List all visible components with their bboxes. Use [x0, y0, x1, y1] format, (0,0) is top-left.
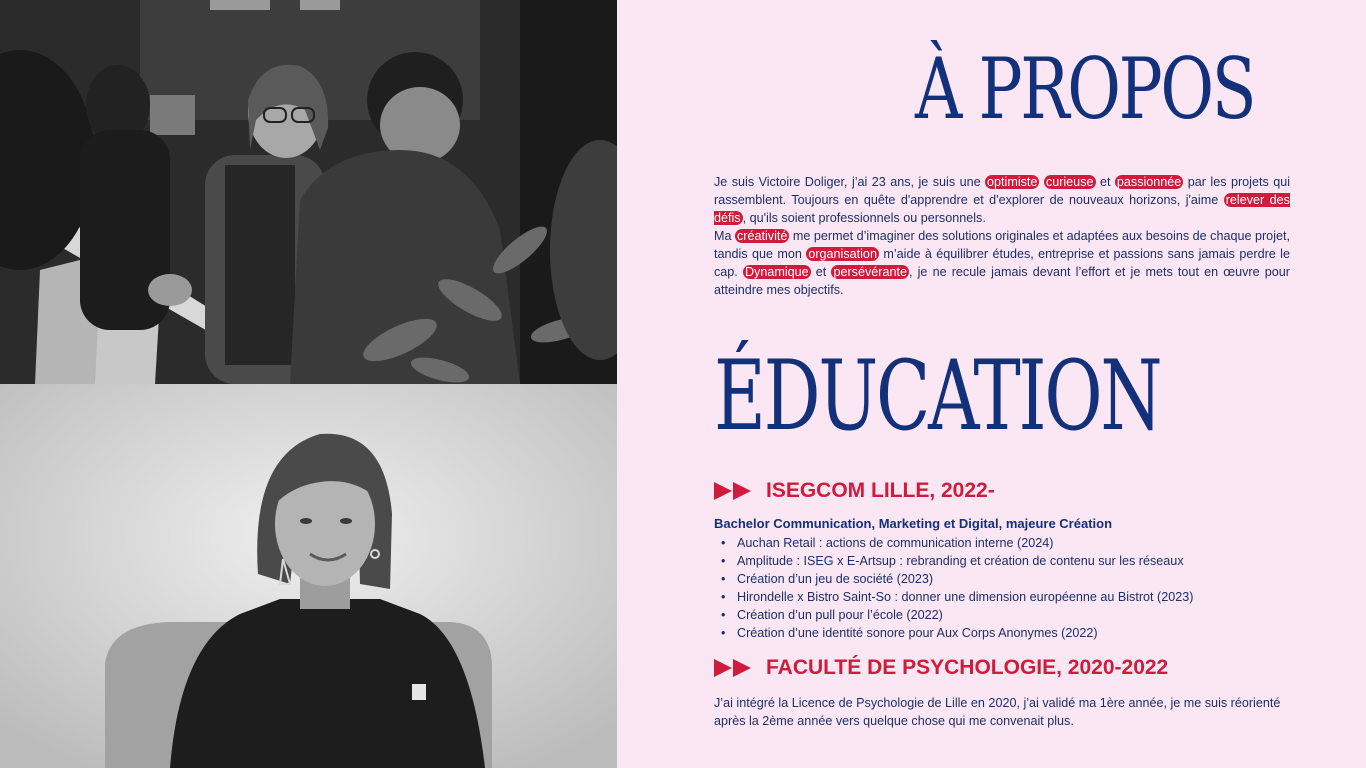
group-photo-illustration: [0, 0, 617, 384]
list-item: • Création d’une identité sonore pour Aux Corps Anonymes (2022): [714, 624, 1193, 642]
degree-title: Bachelor Communication, Marketing et Digital, majeure Création: [714, 516, 1113, 531]
photo-column: [0, 0, 617, 768]
list-item: • Création d’un jeu de société (2023): [714, 570, 1193, 588]
about-text-segment: et: [1095, 175, 1115, 189]
portrait-photo: [0, 384, 617, 768]
highlight-keyword: créativité: [737, 229, 788, 243]
fast-forward-arrows-icon: [714, 480, 754, 502]
about-text-segment: , qu'ils soient professionnels ou personnels.: [742, 211, 986, 225]
highlight-keyword: persévérante: [833, 265, 907, 279]
group-photo: [0, 0, 617, 384]
about-text-segment: Ma: [714, 229, 735, 243]
highlight-keyword: organisation: [808, 247, 877, 261]
about-text-segment: m’aide à équilibrer études, entreprise et passions sans jamais perdre le cap.: [714, 247, 1290, 279]
about-text-segment: Je suis Victoire Doliger, j’ai 23 ans, je suis une: [714, 175, 986, 189]
list-item: • Auchan Retail : actions de communication interne (2024): [714, 534, 1193, 552]
about-text-segment: et: [810, 265, 832, 279]
list-item: • Hirondelle x Bistro Saint-So : donner une dimension européenne au Bistrot (2023): [714, 588, 1193, 606]
about-paragraph-1: [714, 173, 1290, 227]
highlight-keyword: Dynamique: [744, 265, 809, 279]
school-name: FACULTÉ DE PSYCHOLOGIE, 2020-2022: [766, 656, 1169, 679]
school-heading-psychologie: [714, 656, 1168, 680]
education-title: ÉDUCATION: [714, 340, 1161, 452]
project-list: [714, 534, 1193, 642]
school-name: ISEGCOM LILLE, 2022-: [766, 479, 995, 502]
highlight-keyword: relever des défis: [714, 193, 1290, 225]
about-paragraph-2: [714, 227, 1290, 299]
highlight-keyword: passionnée: [1116, 175, 1182, 189]
highlight-keyword: curieuse: [1045, 175, 1094, 189]
highlight-keyword: optimiste: [987, 175, 1038, 189]
about-text-segment: me permet d’imaginer des solutions originales et adaptées aux besoins de chaque projet, tandis que mon: [714, 229, 1290, 261]
about-description: [714, 173, 1290, 299]
school-heading-isegcom: [714, 479, 995, 503]
about-text-segment: par les projets qui rassemblent. Toujours en quête d'apprendre et d'explorer de nouveaux horizons, j'aime: [714, 175, 1290, 207]
list-item: • Amplitude : ISEG x E-Artsup : rebranding et création de contenu sur les réseaux: [714, 552, 1193, 570]
psychology-description: J’ai intégré la Licence de Psychologie de Lille en 2020, j’ai validé ma 1ère année, je me suis réorienté après la 2ème année vers quelque chose qui me convenait plus.: [714, 696, 1281, 728]
portrait-photo-illustration: [0, 384, 617, 768]
fast-forward-arrows-icon: [714, 657, 754, 679]
list-item: • Création d’un pull pour l’école (2022): [714, 606, 1193, 624]
about-text-segment: , je ne recule jamais devant l’effort et je mets tout en œuvre pour atteindre mes objectifs.: [714, 265, 1290, 297]
about-title: À PROPOS: [915, 40, 1255, 138]
